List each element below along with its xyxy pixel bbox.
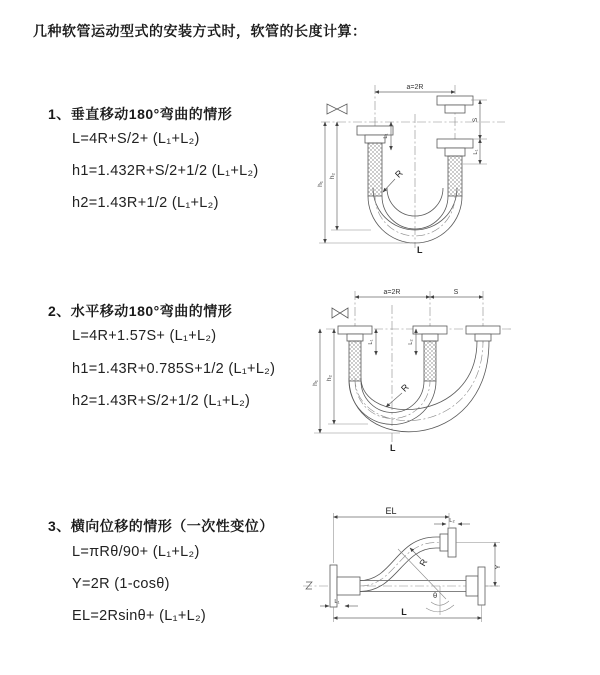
valve-icon: [327, 104, 347, 114]
flange-neck: [337, 577, 360, 595]
diagram-lateral-displacement: [298, 503, 600, 648]
dim-label-h1: h₁: [317, 181, 324, 187]
dim-label-l1: L₁: [334, 599, 340, 605]
flange: [478, 567, 485, 605]
section-3-formula-EL: EL=2Rsinθ+ (L₁+L₂): [72, 608, 207, 624]
axis-break-mark: [306, 582, 312, 589]
hose-wall: [368, 196, 462, 243]
angle-label: θ: [433, 591, 438, 600]
flange-neck: [422, 334, 438, 341]
hose-braid: [448, 156, 462, 196]
flange: [413, 326, 447, 334]
dim-label-l1: L₁: [383, 133, 389, 139]
dim-label-l2: L₂: [449, 518, 455, 524]
hose-wall: [360, 548, 448, 592]
flange: [437, 96, 473, 105]
radius-arrow: [383, 179, 395, 192]
dim-label-h2: h₂: [326, 374, 333, 382]
section-3-heading: 3、横向位移的情形（一次性变位）: [48, 518, 274, 534]
hose-wall: [361, 341, 477, 410]
radius-label: R: [399, 382, 411, 394]
hose-braid: [368, 143, 382, 196]
valve-icon: [332, 308, 348, 318]
diagram-horizontal-180-bend: [308, 283, 590, 460]
flange-neck: [466, 576, 478, 596]
radius-label: R: [393, 168, 405, 180]
section-1-formula-L: L=4R+S/2+ (L₁+L₂): [72, 131, 200, 147]
flange: [338, 326, 372, 334]
dim-label-s: S: [453, 289, 459, 296]
flange-neck: [445, 148, 465, 156]
section-2-formula-h2: h2=1.43R+S/2+1/2 (L₁+L₂): [72, 393, 251, 409]
dim-label-l2: L₂: [408, 339, 414, 345]
hose-wall: [360, 537, 448, 581]
dim-label-l1: L₁: [368, 339, 374, 345]
flange: [466, 326, 500, 334]
dim-label-y: Y: [495, 564, 502, 570]
section-3-formula-Y: Y=2R (1-cosθ): [72, 576, 170, 592]
radius-arrow: [386, 393, 402, 407]
length-label: L: [390, 443, 396, 453]
flange: [437, 139, 473, 148]
hose-braid: [424, 341, 436, 381]
hose-braid: [349, 341, 361, 381]
diagram-vertical-180-bend: [313, 76, 591, 254]
section-2-formula-h1: h1=1.43R+0.785S+1/2 (L₁+L₂): [72, 361, 276, 377]
page-title: 几种软管运动型式的安装方式时，软管的长度计算：: [33, 23, 367, 39]
dim-label-span: a=2R: [406, 84, 424, 91]
dim-label-h1: h₁: [312, 380, 319, 386]
dim-label-el: EL: [385, 506, 397, 516]
flange-neck: [440, 534, 448, 551]
flange-neck: [347, 334, 363, 341]
length-label: L: [417, 245, 423, 255]
radius-label: R: [417, 557, 430, 568]
dim-label-span: a=2R: [383, 289, 401, 296]
section-2-heading: 2、水平移动180°弯曲的情形: [48, 303, 233, 319]
dim-label-h2: h₂: [329, 172, 336, 180]
section-1-heading: 1、垂直移动180°弯曲的情形: [48, 106, 233, 122]
section-1-formula-h1: h1=1.432R+S/2+1/2 (L₁+L₂): [72, 163, 259, 179]
section-1-formula-h2: h2=1.43R+1/2 (L₁+L₂): [72, 195, 219, 211]
section-3-formula-L: L=πRθ/90+ (L₁+L₂): [72, 544, 200, 560]
dim-label-s: S: [472, 117, 479, 123]
flange-neck: [445, 105, 465, 113]
length-label: L: [401, 607, 407, 617]
flange-neck: [475, 334, 491, 341]
section-2-formula-L: L=4R+1.57S+ (L₁+L₂): [72, 328, 217, 344]
flange-neck: [365, 135, 385, 143]
dim-label-l1-right: L₁: [473, 149, 479, 155]
hose-wall: [361, 381, 424, 413]
flange: [448, 528, 456, 557]
